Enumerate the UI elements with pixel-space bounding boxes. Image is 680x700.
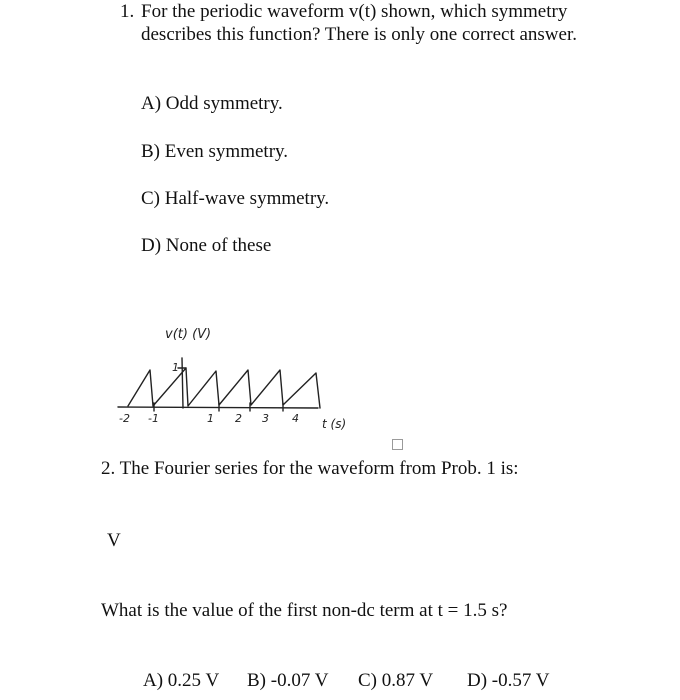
answer-d: D) -0.57 V (467, 670, 550, 691)
unit-label: V (107, 530, 121, 551)
choice-d: D) None of these (141, 235, 272, 256)
answer-b: B) -0.07 V (247, 670, 329, 691)
y-tick-label: 1 (172, 361, 179, 374)
sawtooth-waveform (128, 368, 320, 408)
t-axis (118, 407, 318, 408)
y-axis-label: v(t) (V) (165, 327, 212, 342)
x-tick-label: 3 (262, 412, 269, 425)
x-tick-label: 4 (292, 412, 299, 425)
question-1-number: 1. (120, 1, 135, 22)
question-1-text: For the periodic waveform v(t) shown, which symmetry describes this function? There is only one correct answer. (141, 1, 577, 45)
question-2-prompt: What is the value of the first non-dc term at t = 1.5 s? (101, 600, 508, 621)
choice-b: B) Even symmetry. (141, 141, 289, 162)
x-tick-label: 2 (235, 412, 242, 425)
choice-a: A) Odd symmetry. (141, 93, 283, 114)
v-axis (182, 358, 183, 408)
empty-checkbox[interactable] (392, 439, 403, 450)
choice-c: C) Half-wave symmetry. (141, 188, 330, 209)
question-2-text: 2. The Fourier series for the waveform from Prob. 1 is: (101, 458, 519, 479)
x-axis-label: t (s) (322, 417, 347, 431)
x-tick-label: 1 (207, 412, 214, 425)
x-tick-label: -1 (148, 412, 159, 425)
x-tick-label: -2 (119, 412, 130, 425)
answer-c: C) 0.87 V (358, 670, 434, 691)
answer-a: A) 0.25 V (143, 670, 220, 691)
